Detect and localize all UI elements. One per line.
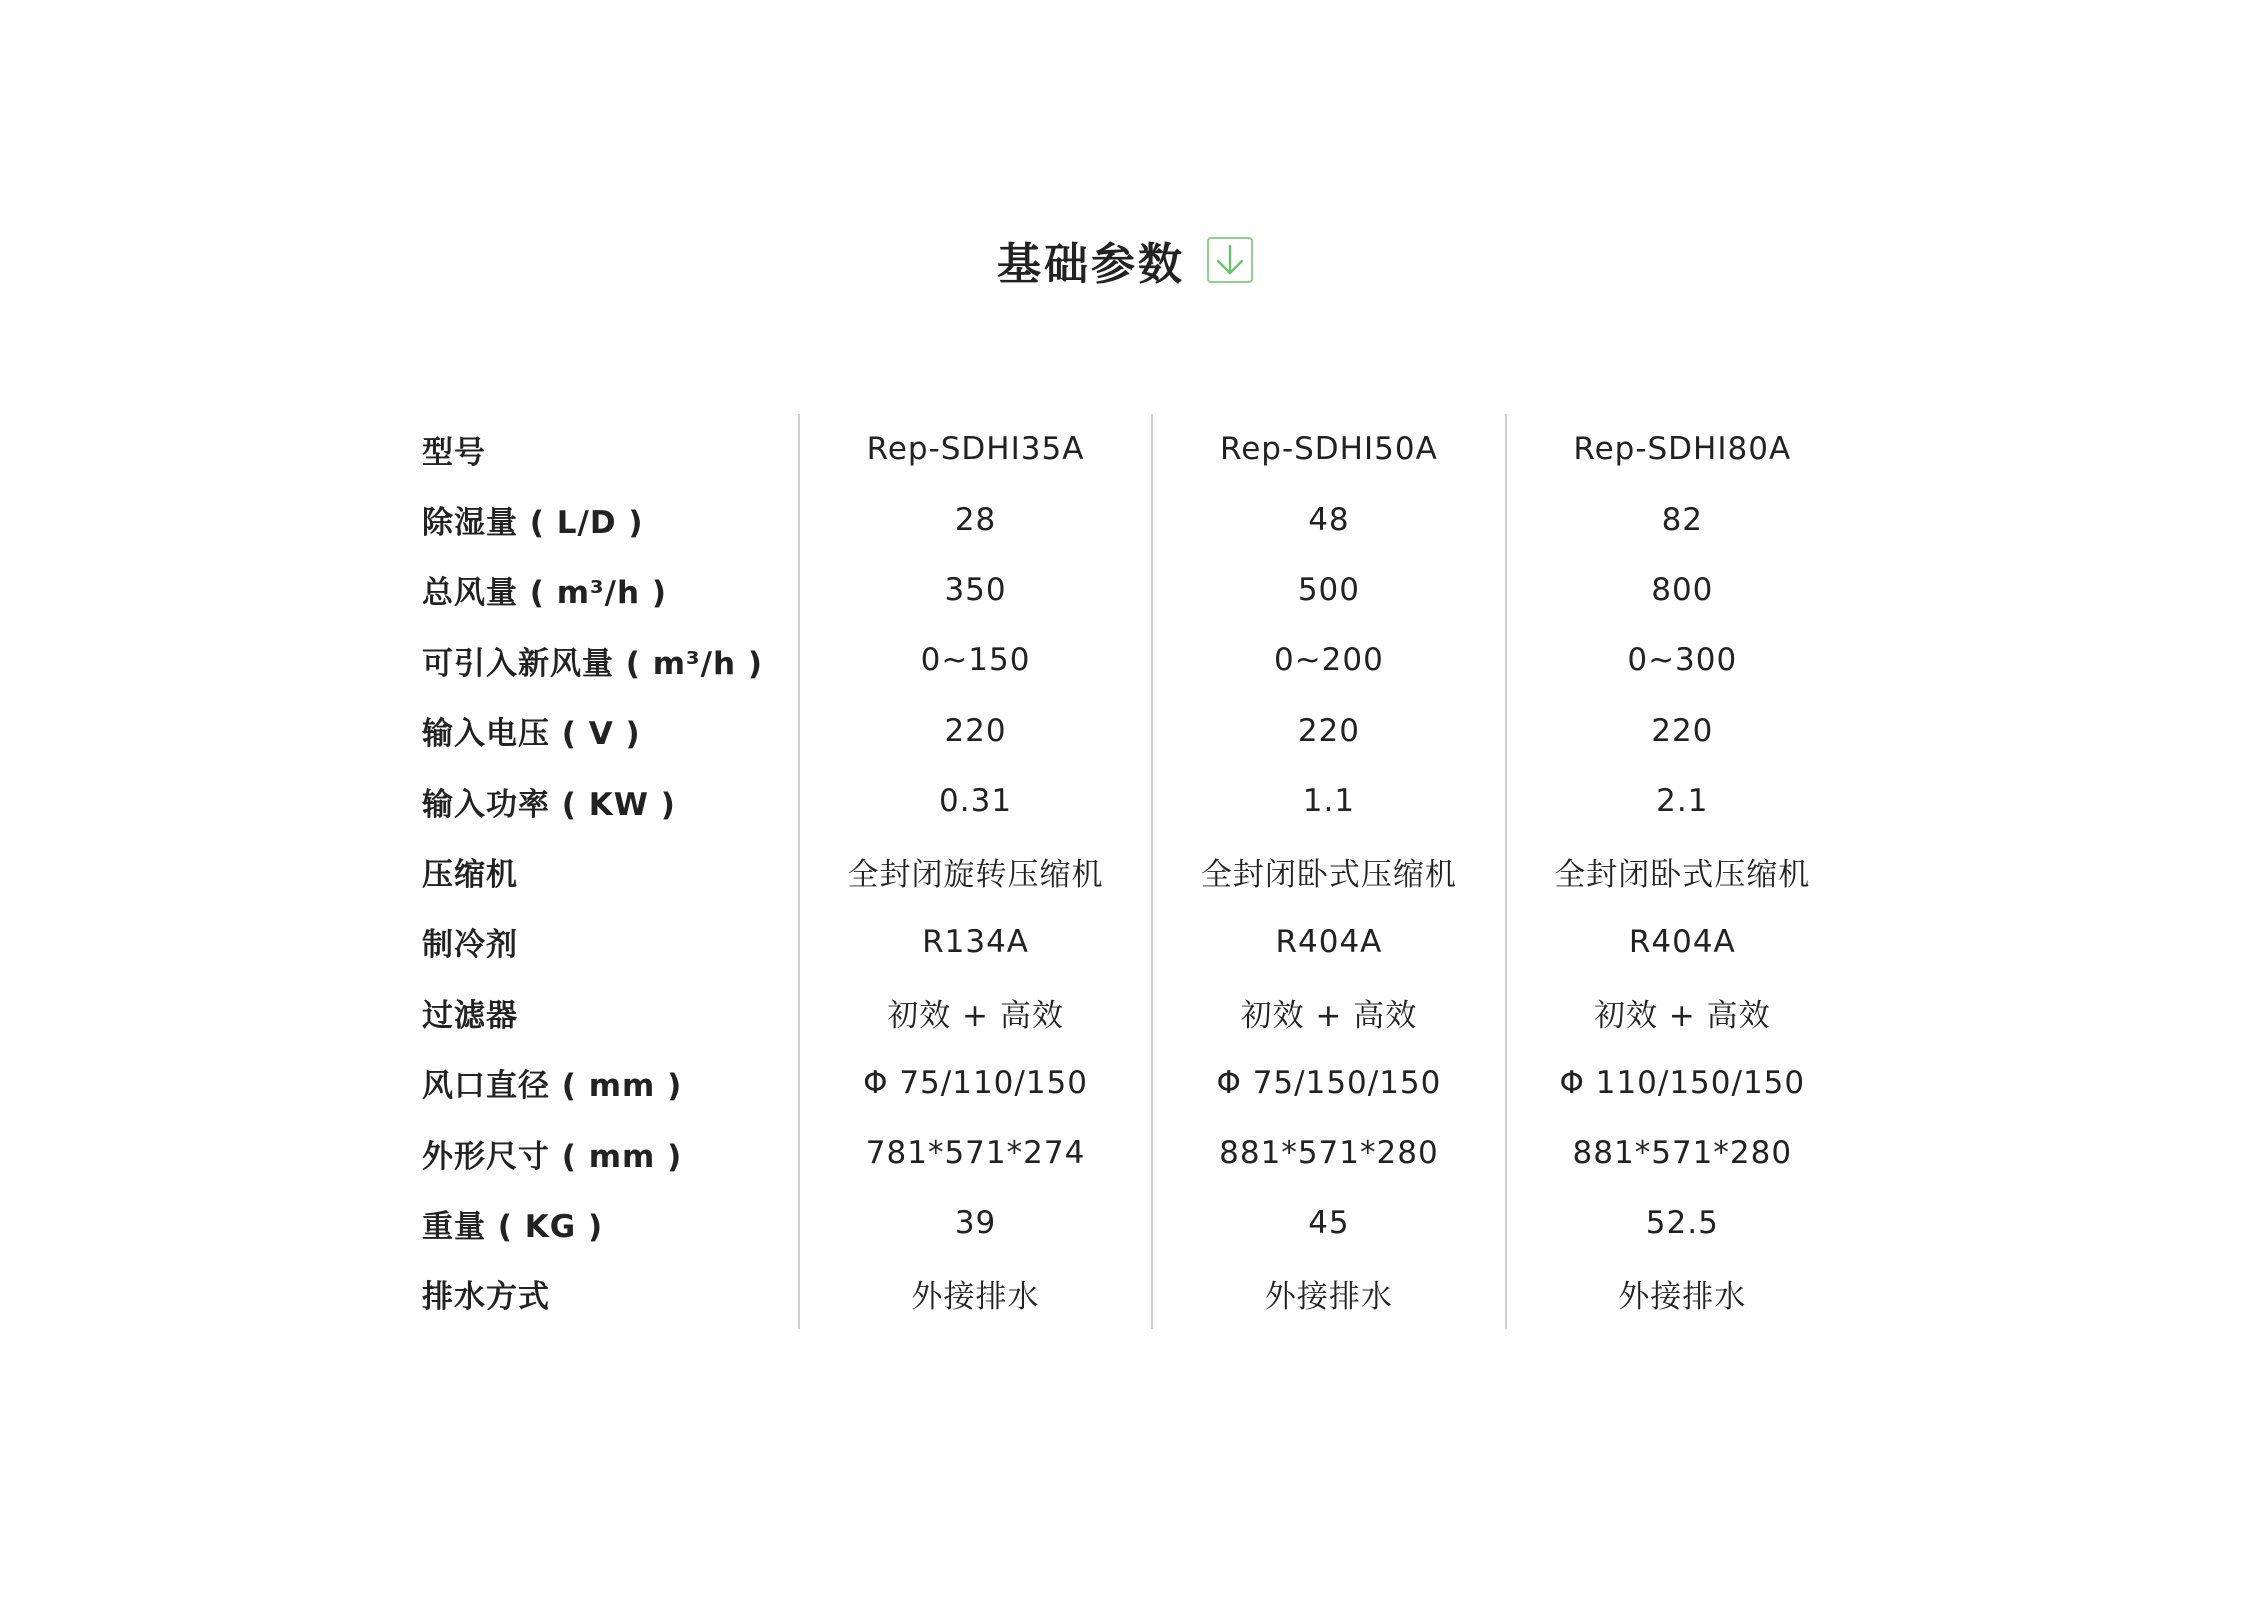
row-label: 过滤器 bbox=[422, 997, 518, 1034]
cell-model-1: 28 bbox=[799, 484, 1152, 554]
cell-model-3: 2.1 bbox=[1506, 766, 1858, 836]
cell-model-3: 881*571*280 bbox=[1506, 1118, 1858, 1188]
table-row bbox=[408, 1259, 1858, 1329]
cell-model-1: R134A bbox=[799, 907, 1152, 977]
cell-model-2: 881*571*280 bbox=[1152, 1118, 1505, 1188]
table-row bbox=[408, 414, 1858, 484]
row-label: 可引入新风量 ( m³/h ) bbox=[422, 645, 763, 682]
cell-model-1: 39 bbox=[799, 1188, 1152, 1258]
cell-model-3: Φ 110/150/150 bbox=[1506, 1048, 1858, 1118]
cell-model-2: 1.1 bbox=[1152, 766, 1505, 836]
row-label: 压缩机 bbox=[422, 857, 518, 894]
table-row bbox=[408, 907, 1858, 977]
cell-model-1: 0~150 bbox=[799, 625, 1152, 695]
cell-model-2: Rep-SDHI50A bbox=[1152, 414, 1505, 484]
row-label: 总风量 ( m³/h ) bbox=[422, 575, 667, 612]
cell-model-3: 220 bbox=[1506, 696, 1858, 766]
arrow-down-icon bbox=[1207, 237, 1253, 283]
cell-model-2: 0~200 bbox=[1152, 625, 1505, 695]
cell-model-2: 外接排水 bbox=[1152, 1259, 1505, 1329]
cell-model-1: Φ 75/110/150 bbox=[799, 1048, 1152, 1118]
cell-model-3: 82 bbox=[1506, 484, 1858, 554]
row-label: 排水方式 bbox=[422, 1279, 550, 1316]
cell-model-3: Rep-SDHI80A bbox=[1506, 414, 1858, 484]
page-title: 基础参数 bbox=[997, 239, 1185, 290]
row-label: 型号 bbox=[422, 434, 486, 471]
row-label: 除湿量 ( L/D ) bbox=[422, 505, 644, 542]
cell-model-1: 220 bbox=[799, 696, 1152, 766]
table-row bbox=[408, 1188, 1858, 1258]
cell-model-3: 全封闭卧式压缩机 bbox=[1506, 836, 1858, 906]
table-row bbox=[408, 484, 1858, 554]
cell-model-2: 初效 + 高效 bbox=[1152, 977, 1505, 1047]
cell-model-2: 全封闭卧式压缩机 bbox=[1152, 836, 1505, 906]
table-row bbox=[408, 1048, 1858, 1118]
cell-model-3: 初效 + 高效 bbox=[1506, 977, 1858, 1047]
cell-model-1: 外接排水 bbox=[799, 1259, 1152, 1329]
table-row bbox=[408, 1118, 1858, 1188]
cell-model-2: 45 bbox=[1152, 1188, 1505, 1258]
cell-model-2: 500 bbox=[1152, 555, 1505, 625]
table-row bbox=[408, 766, 1858, 836]
row-label: 输入电压 ( V ) bbox=[422, 716, 641, 753]
cell-model-3: 52.5 bbox=[1506, 1188, 1858, 1258]
title-bar bbox=[0, 228, 2250, 292]
row-label: 风口直径 ( mm ) bbox=[422, 1068, 683, 1105]
cell-model-2: Φ 75/150/150 bbox=[1152, 1048, 1505, 1118]
row-label: 重量 ( KG ) bbox=[422, 1208, 604, 1245]
cell-model-3: 800 bbox=[1506, 555, 1858, 625]
cell-model-1: 350 bbox=[799, 555, 1152, 625]
cell-model-2: R404A bbox=[1152, 907, 1505, 977]
cell-model-3: 0~300 bbox=[1506, 625, 1858, 695]
cell-model-3: R404A bbox=[1506, 907, 1858, 977]
cell-model-1: 初效 + 高效 bbox=[799, 977, 1152, 1047]
row-label: 输入功率 ( KW ) bbox=[422, 786, 676, 823]
cell-model-1: 0.31 bbox=[799, 766, 1152, 836]
table-row bbox=[408, 696, 1858, 766]
cell-model-1: 全封闭旋转压缩机 bbox=[799, 836, 1152, 906]
table-row bbox=[408, 836, 1858, 906]
cell-model-1: 781*571*274 bbox=[799, 1118, 1152, 1188]
table-row bbox=[408, 977, 1858, 1047]
table-row bbox=[408, 555, 1858, 625]
table-row bbox=[408, 625, 1858, 695]
cell-model-2: 220 bbox=[1152, 696, 1505, 766]
cell-model-2: 48 bbox=[1152, 484, 1505, 554]
cell-model-1: Rep-SDHI35A bbox=[799, 414, 1152, 484]
row-label: 外形尺寸 ( mm ) bbox=[422, 1138, 683, 1175]
row-label: 制冷剂 bbox=[422, 927, 518, 964]
spec-table bbox=[408, 414, 1858, 1329]
cell-model-3: 外接排水 bbox=[1506, 1259, 1858, 1329]
